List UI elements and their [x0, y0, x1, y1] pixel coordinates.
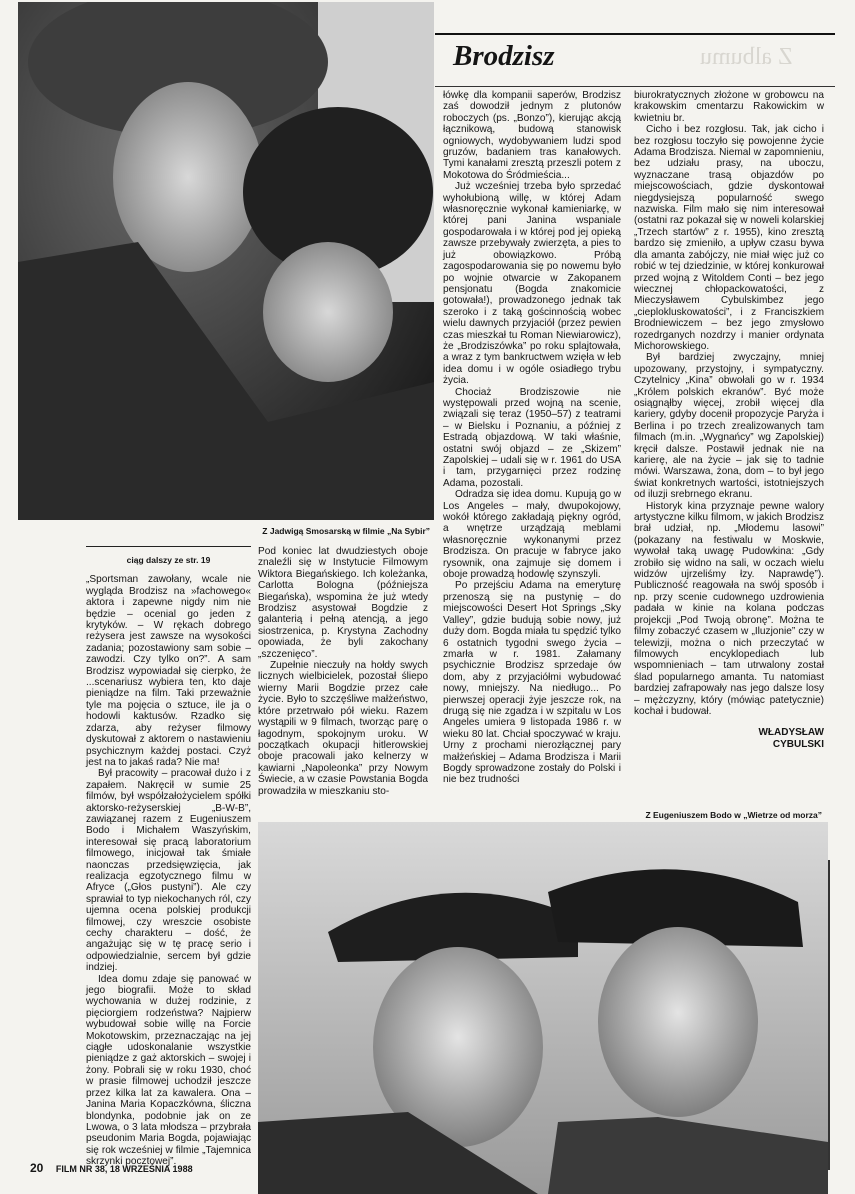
footer: [30, 1161, 193, 1175]
photo-bottom-caption: Z Eugeniuszem Bodo w „Wietrze od morza”: [645, 810, 822, 820]
paragraph: Chociaż Brodziszowie nie występowali przed wojną na scenie, związali się teraz (1950–57) z teatrami – w Bielsku i Poznaniu, a później z Estradą objazdową. W taki właśnie, ostatni swój objazd – ze „Skizem” Zapolskiej – udali się w r. 1961 do USA i tam, przygarnięci przez rodzinę Adama, pozostali.: [443, 386, 621, 489]
paragraph: Historyk kina przyznaje pewne walory artystyczne kilku filmom, w jakich Brodzisz brał udział, np. „Młodemu lasowi” (pokazany na festiwalu w Moskwie, wywołał taką uwagę Pudowkina: „Gdy zrobiło się widno na sali, w oczach wielu widzów ujrzeliśmy łzy. Naprawdę”). Publiczność reagowała na swój sposób i np. przy scenie cudownego uzdrowienia padała w kinie na kolana podczas projekcji „Pod Twoją obronę”. Można te filmy zobaczyć czasem w „Iluzjonie” czy w telewizji, można o nich przeczytać w filmowych encyklopediach lub wspomnieniach – tam utrwalony został ślad popularnego amanta. Tu natomiast bardziej zafrapowały nas jego dalsze losy – mężczyzny, który (mówiąc patetycznie) kochał i budował.: [634, 500, 824, 717]
paragraph: Po przejściu Adama na emeryturę przenoszą się na pustynię – do miejscowości Desert Hot Springs „Sky Valley”, gdzie budują sobie nowy, już duży dom. Bogda miała tu spędzić tylko 6 ostatnich tygodni swego życia – zmarła w r. 1981. Załamany psychicznie Brodzisz sprzedaje ów dom, aby z przyjaciółmi wybudować nowy, mniejszy. Na niedługo... Po pierwszej operacji żyje jeszcze rok, na drugą się nie zgadza i w szpitalu w Los Angeles umiera 9 listopada 1986 r. w wieku 80 lat. Chciał spoczywać w kraju. Urny z prochami nierozłącznej pary małżeńskiej – Adama Brodzisza i Marii Bogdy sprowadzone zostały do Polski i nie bez trudności: [443, 580, 621, 786]
photo-bottom-image: [258, 822, 828, 1194]
text-column-3: [443, 90, 621, 786]
photo-top: [18, 2, 434, 520]
text-column-2: [258, 546, 428, 797]
author-last-name: CYBULSKI: [772, 739, 824, 751]
page-number: 20: [30, 1161, 44, 1175]
text-column-1: [86, 546, 251, 1168]
paragraph: Już wcześniej trzeba było sprzedać wyhołubioną willę, w której Adam własnoręcznie wykonał kamieniarkę, w której pani Janina wspaniale gospodarowała i w której pod jej opieką zawsze przebywały zwierzęta, a pies to już obowiązkowo. Próbą zagospodarowania się po nowemu było po wojnie otwarcie w Zakopanem pensjonatu (Bogda znakomicie gotowała!), prowadzonego jednak tak szeroko i z taką gościnnością wobec wielu dawnych przyjaciół (przez pewien czas mieszkał tu Roman Niewiarowicz), że „Brodziszówka” po roku splajtowała, a wraz z tym bankructwem wzięła w łeb idea domu i w ogóle osiadłego trybu życia.: [443, 181, 621, 387]
photo-bottom: [258, 822, 828, 1194]
paragraph: Odradza się idea domu. Kupują go w Los Angeles – mały, dwupokojowy, wokół którego zakładają piękny ogród, a wnętrze urządzają meblami własnoręcznie wykonanymi przez Brodzisza. On pracuje w fabryce jako rysownik, ona zajmuje się domem i oboje prowadzą hodowlę szynszyli.: [443, 489, 621, 581]
photo-top-image: [18, 2, 434, 520]
paragraph: Pod koniec lat dwudziestych oboje znaleźli się w Instytucie Filmowym Wiktora Biegańskiego. Ich koleżanka, Carlotta Bologna (późniejsza Biegańska), wspomina że już wtedy Brodzisz asystował Bogdzie z galanterią i pełną atencją, a jego siostrzenica, p. Krystyna Zachodny opowiada, że byli zakochany „szczenięco”.: [258, 546, 428, 660]
paragraph: Cicho i bez rozgłosu. Tak, jak cicho i bez rozgłosu toczyło się powojenne życie Adama Brodzisza. Niemal w zapomnieniu, bez udziału prasy, na uboczu, wyznaczane trasą objazdów po miejscowościach, gdzie dyskontował niegdysiejszą popularność swego nazwiska. Film mało się nim interesował (ostatni raz pokazał się w noweli kolarskiej „Trzech startów” z r. 1955), kino zresztą bardzo się zmieniło, a upływ czasu bywa dla amanta zabójczy, nie miał więc już co robić w tej dziedzinie, w której konkurował przed wojną z Witoldem Conti – bez jego wiecznej chłopackowatości, z Mieczysławem Cybulskimbez jego „cieplokluskowatości”, i z Franciszkiem Brodniewiczem – bez jego zmysłowo rozedrganych nozdrzy i manier ordynata Michorowskiego.: [634, 124, 824, 352]
continued-rule: [86, 546, 251, 547]
paragraph: „Sportsman zawołany, wcale nie wygląda Brodzisz na »fachowego« aktora i zapewne nigdy nim nie będzie – ocenial go jeden z krytyków. – W rękach dobrego reżysera jest zawsze na wysokości zadania; pozostawiony sam sobie – zawodzi. Czy tylko on?”. A sam Brodzisz wypowiadał się cierpko, że ...scenariusz wybiera ten, kto daje pieniądze na film. Taki przeważnie tyle ma pojęcia o sztuce, ile ja o hodowli kaktusów. Rzadko się zdarza, aby reżyser filmowy dyskutował z aktorem o nastawieniu psychicznym każdej postaci. Czyż jest na to jakaś rada? Nie ma!: [86, 574, 251, 768]
header-rule: [435, 33, 835, 35]
paragraph: Idea domu zdaje się panować w jego biografii. Może to skład wychowania w dużej rodzinie, z pięciorgiem rodzeństwa? Najpierw wybudował sobie willę na Forcie Mokotowskim, przeznaczając na jej ciągłe udoskonalanie wszystkie pieniądze z gaż aktorskich – swojej i żony. Pobrali się w roku 1930, choć w prasie filmowej uchodził jeszcze przez kilka lat za kawalera. Ona – Janina Maria Kopaczkówna, śliczna blondynka, podobnie jak on ze Lwowa, o 3 lata młodsza – przybrała pseudonim Maria Bogda, pojawiając się rok wcześniej w filmie „Tajemnica skrzynki pocztowej”.: [86, 973, 251, 1168]
paragraph: Zupełnie nieczuły na hołdy swych licznych wielbicielek, pozostał śliepo wierny Marii Bogdzie przez całe życie. Było to szczęśliwe małżeństwo, które przetrwało pół wieku. Razem wystąpili w 9 filmach, tworząc parę o łagodnym, spokojnym uroku. W początkach okupacji hitlerowskiej oboje pracowali jako kelnerzy w kawiarni „Napoleonka” przy Nowym Świecie, a w czasie Powstania Bogda prowadziła w mieszkaniu sto-: [258, 660, 428, 797]
article-title: Brodzisz: [453, 40, 555, 72]
paragraph: Był bardziej zwyczajny, mniej upozowany, przystojny, i sympatyczny. Czytelnicy „Kina” obwołali go w r. 1934 „Królem polskich ekranów”. Być może osiągnąłby więcej, zrobił więcej dla kariery, gdyby docenił propozycje Paryża i Berlina i po trzech zrealizowanych tam filmach (m.in. „Wygnańcy” wg Zapolskiej) kręcił dalsze. Postawił jednak nie na karierę, ale na życie – jak się to tadnie mówi. Warszawa, żona, dom – to był jego świat konkretnych wartości, istotniejszych od iluzji srebrnego ekranu.: [634, 352, 824, 501]
photo-top-caption: Z Jadwigą Smosarską w filmie „Na Sybir”: [262, 526, 430, 536]
author: [634, 727, 824, 751]
author-first-name: WŁADYSŁAW: [758, 727, 824, 739]
ghost-text: Z albumu: [700, 44, 793, 70]
paragraph: Był pracowity – pracował dużo i z zapałem. Nakręcił w sumie 25 filmów, był współzałożycielem spółki aktorsko-reżyserskiej „B-W-B”, zawiązanej razem z Eugeniuszem Bodo i Michałem Waszyńskim, interesował się pracą laboratorium filmowego, inicjował tak śmiałe naonczas przedsięwzięcia, jak realizacja egzotycznego filmu w Afryce („Głos pustyni”). Ale czy sprawiał to typ niekochanych ról, czy ujemna ocena polskiej produkcji filmowej, czy wreszcie osobiste cechy charakteru – dość, że angażując się w tę pracę serio i odpowiedzialnie, sercem był gdzie indziej.: [86, 768, 251, 974]
issue-info: FILM NR 38, 18 WRZEŚNIA 1988: [55, 1164, 193, 1174]
paragraph: biurokratycznych złożone w grobowcu na krakowskim cmentarzu Rakowickim w kwietniu br.: [634, 90, 824, 124]
photo-edge-line: [828, 860, 830, 1170]
text-column-4: [634, 90, 824, 751]
continued-note: ciąg dalszy ze str. 19: [126, 555, 211, 565]
header-rule-bottom: [435, 86, 835, 87]
paragraph: łówkę dla kompanii saperów, Brodzisz zaś dowodził jednym z plutonów roboczych (ps. „Bonzo”), kierując akcją łącznikową, budową stanowisk ogniowych, wydobywaniem ludzi spod gruzów, badaniem tras kanałowych. Tymi kanałami zresztą przeszli potem z Mokotowa do Śródmieścia...: [443, 90, 621, 181]
